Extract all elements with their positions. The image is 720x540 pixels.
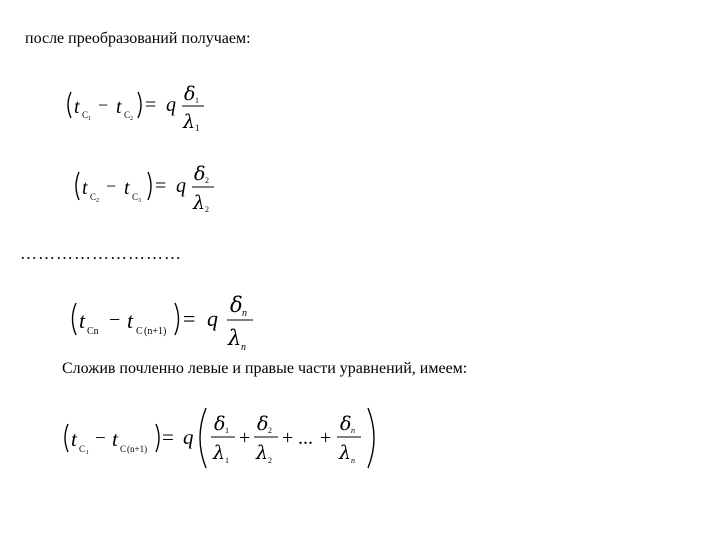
minus-sign: −	[106, 176, 117, 196]
thickness-symbol: δ	[194, 163, 206, 185]
ellipsis-separator: ………………………	[20, 244, 182, 263]
temperature-symbol: t	[127, 308, 134, 333]
heat-flux-symbol: q	[207, 306, 218, 331]
thickness-index: 2	[268, 426, 272, 435]
conductivity-symbol: λ	[213, 442, 226, 464]
conductivity-symbol: λ	[256, 442, 269, 464]
thickness-symbol: δ	[230, 293, 243, 317]
temperature-symbol: t	[124, 177, 130, 199]
left-paren	[76, 172, 79, 200]
subscript: C	[90, 192, 97, 202]
thickness-index: 2	[205, 176, 209, 185]
right-paren	[148, 172, 151, 200]
thickness-index: n	[351, 426, 355, 435]
equals-sign: =	[145, 94, 157, 116]
subscript: C	[79, 444, 86, 454]
subscript: C	[82, 110, 89, 120]
left-paren	[68, 92, 71, 118]
subscript: C	[120, 444, 127, 454]
equals-sign: =	[183, 306, 196, 331]
heat-flux-symbol: q	[176, 175, 186, 197]
temperature-symbol: t	[79, 308, 86, 333]
conductivity-index: 1	[195, 123, 200, 133]
subscript-index: 3	[138, 198, 141, 204]
conductivity-symbol: λ	[193, 192, 206, 214]
equals-sign: =	[155, 175, 167, 197]
thickness-symbol: δ	[214, 413, 226, 435]
summary-text: Сложив почленно левые и правые части уравнений, имеем:	[62, 360, 468, 377]
conductivity-index: n	[241, 342, 246, 353]
minus-sign: −	[95, 428, 106, 449]
thickness-index: 1	[225, 426, 229, 435]
equation-2	[70, 160, 225, 220]
subscript-index: 2	[130, 116, 133, 122]
temperature-symbol: t	[112, 427, 118, 451]
conductivity-index: 2	[205, 205, 209, 214]
temperature-symbol: t	[116, 96, 122, 118]
plus-sign: +	[239, 427, 251, 449]
right-paren	[138, 92, 141, 118]
conductivity-symbol: λ	[339, 442, 352, 464]
temperature-symbol: t	[71, 427, 77, 451]
subscript-index: (n+1)	[127, 444, 148, 454]
thickness-symbol: δ	[340, 413, 352, 435]
big-right-paren	[368, 408, 374, 468]
thickness-symbol: δ	[184, 83, 196, 105]
plus-sign: +	[282, 427, 294, 449]
subscript: Cn	[87, 326, 99, 337]
right-paren	[175, 303, 179, 335]
equals-sign: =	[162, 425, 174, 449]
conductivity-symbol: λ	[183, 111, 196, 133]
subscript-index: 1	[86, 450, 89, 456]
subscript: C	[124, 110, 131, 120]
thickness-symbol: δ	[257, 413, 269, 435]
equation-sum	[58, 402, 388, 477]
subscript: C	[132, 192, 139, 202]
subscript-index: (n+1)	[144, 326, 167, 337]
left-paren	[73, 303, 77, 335]
equation-1	[62, 78, 212, 138]
subscript: C	[136, 326, 143, 337]
conductivity-index: n	[351, 456, 355, 465]
temperature-symbol: t	[82, 177, 88, 199]
intro-text: после преобразований получаем:	[25, 30, 251, 47]
left-paren	[65, 424, 68, 452]
big-left-paren	[200, 408, 206, 468]
minus-sign: −	[109, 309, 121, 331]
conductivity-symbol: λ	[228, 326, 242, 350]
right-paren	[156, 424, 159, 452]
plus-sign: +	[320, 427, 332, 449]
subscript-index: 2	[96, 198, 99, 204]
subscript-index: 1	[88, 116, 91, 122]
conductivity-index: 1	[225, 456, 229, 465]
ellipsis: ...	[298, 427, 313, 449]
conductivity-index: 2	[268, 456, 272, 465]
equation-n	[65, 290, 265, 355]
heat-flux-symbol: q	[166, 94, 176, 116]
temperature-symbol: t	[74, 96, 80, 118]
thickness-index: n	[242, 308, 247, 319]
minus-sign: −	[98, 95, 109, 115]
thickness-index: 1	[195, 96, 199, 105]
heat-flux-symbol: q	[183, 425, 194, 449]
